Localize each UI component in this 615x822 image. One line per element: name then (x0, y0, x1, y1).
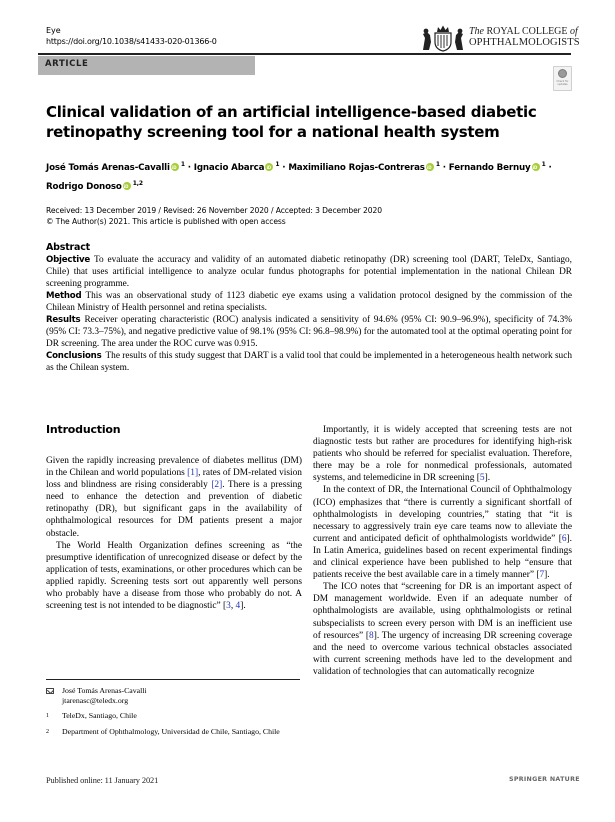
paragraph: In the context of DR, the International Council of Ophthalmology (ICO) emphasizes that “there is currently a significant shortfall of ophthalmologists in developing countries,” stating that “it is necessary to aggressively train eye care teams now to alleviate the current and anticipated deficit of ophthalmologists worldwide” [6]. In Latin America, guidelines based on recent experimental findings and clinical experience have been published to help “ensure that patients receive the best available care in a timely manner” [7]. (313, 485, 572, 581)
abstract-heading: Abstract (46, 242, 91, 253)
abstract-conclusions: Conclusions The results of this study suggest that DART is a valid tool that could be implemented in a heterogeneous health network such as the Chilean system. (46, 351, 572, 373)
orcid-icon[interactable] (265, 163, 273, 171)
logo-line-1: The ROYAL COLLEGE of (469, 26, 578, 37)
abstract-method: Method This was an observational study of 1123 diabetic eye exams using a validation protocol designed by the commission of the Chilean Ministry of Health personnel and retina specialists. (46, 291, 572, 313)
reference-link[interactable]: 5 (479, 473, 485, 484)
doi-link[interactable]: https://doi.org/10.1038/s41433-020-01366-0 (46, 37, 217, 46)
logo-line-2: OPHTHALMOLOGISTS (469, 37, 580, 48)
reference-link[interactable]: 8 (369, 630, 374, 641)
royal-college-crest-icon (421, 24, 465, 52)
affiliation-1: 1 TeleDx, Santiago, Chile (46, 711, 137, 721)
paragraph: The World Health Organization defines screening as “the presumptive identification of unrecognized disease or defect by the application of tests, examinations, or other procedures which can be applied rapidly. Screening tests sort out apparently well persons who probably have a disease from those who probably do not. A screening test is not intended to be diagnostic” [3, 4]. (46, 540, 302, 612)
footnote-rule (46, 679, 300, 680)
footnotes (46, 686, 302, 742)
orcid-icon[interactable] (123, 182, 131, 190)
copyright-notice: © The Author(s) 2021. This article is published with open access (46, 217, 286, 226)
abstract-objective: Objective To evaluate the accuracy and validity of an automated diabetic retinopathy (DR) screening tool (DART, TeleDx, Santiago, Chile) that uses artificial intelligence to analyze ocular fundus photographs for potential implementation in the national Chilean DR screening programme. (46, 255, 572, 289)
body-column-right (313, 424, 572, 678)
author[interactable]: Maximiliano Rojas-Contreras iD $^1$ (288, 163, 440, 173)
paragraph: Importantly, it is widely accepted that screening tests are not diagnostic tests but rather are procedures for identifying high-risk patients who should be referred for specialist evaluation. Therefore, there may be a role for nonmedical professionals, automated systems, and telemedicine in DR screening [5]. (313, 425, 572, 484)
affiliation-2: 2 Department of Ophthalmology, Universidad de Chile, Santiago, Chile (46, 726, 280, 736)
paragraph: Given the rapidly increasing prevalence of diabetes mellitus (DM) in the Chilean and world populations [1], rates of DM-related vision loss and blindness are rising considerably [2]. There is a pressing need to enhance the detection and prevention of diabetic retinopathy (DR), but significant gaps in the availability of ophthalmological resources for DM patients present a major obstacle. (46, 456, 302, 539)
reference-link[interactable]: 3 (226, 601, 231, 612)
correspondence-name: José Tomás Arenas-Cavalli (62, 686, 147, 695)
reference-link[interactable]: [2] (211, 480, 223, 491)
published-online-date: Published online: 11 January 2021 (46, 776, 159, 785)
check-for-updates-icon (558, 69, 567, 78)
article-type-label: ARTICLE (45, 59, 89, 69)
reference-link[interactable]: 4 (235, 601, 241, 612)
paragraph: The ICO notes that “screening for DR is an important aspect of DM management worldwide. Even if an adequate number of ophthalmologists are available, using ophthalmologists or retinal subspecialists to screen every person with DM is an inefficient use of resources” [8]. The urgency of increasing DR screening coverage and the need to overcome various technical obstacles associated with current screening methods have led to the development and validation of technologies that can automatically recognize (313, 582, 572, 677)
author[interactable]: Rodrigo Donoso iD $^{1,2}$ (46, 182, 143, 192)
header-rule (38, 53, 571, 55)
correspondence-email[interactable]: jtarenasc@teledx.org (62, 696, 129, 706)
author[interactable]: Fernando Bernuy iD $^1$ (449, 163, 546, 173)
orcid-icon[interactable] (532, 163, 540, 171)
envelope-icon (46, 688, 54, 694)
article-dates: Received: 13 December 2019 / Revised: 26 November 2020 / Accepted: 3 December 2020 (46, 206, 382, 215)
reference-link[interactable]: 7 (539, 570, 545, 581)
publisher-logo[interactable] (421, 24, 581, 52)
check-for-updates-label: Check for updates (556, 80, 569, 86)
author[interactable]: José Tomás Arenas-Cavalli iD $^1$ (46, 163, 185, 173)
springer-nature-logo: SPRINGER NATURE (509, 776, 580, 783)
abstract-results: Results Receiver operating characteristic (ROC) analysis indicated a sensitivity of 94.6% (95% CI: 90.9–96.9%), specificity of 74.3% (95% CI: 73.3–75%), and negative predictive value of 98.1% (95% CI: 96.8–98.9%) for the automated tool at the optimal operating point for DR screening. The area under the ROC curve was 0.915. (46, 315, 572, 349)
article-type-band (38, 56, 255, 75)
article-title: Clinical validation of an artificial intelligence-based diabetic retinopathy screening tool for a national health system (46, 103, 537, 141)
check-for-updates-button[interactable] (553, 66, 572, 91)
orcid-icon[interactable] (171, 163, 179, 171)
body-column-left (46, 455, 302, 612)
journal-name: Eye (46, 26, 61, 35)
reference-link[interactable]: [1] (187, 468, 199, 479)
orcid-icon[interactable] (426, 163, 434, 171)
author-list: José Tomás Arenas-Cavalli iD $^1$ · Ignacio Abarca iD $^1$ · Maximiliano Rojas-Contreras iD $^1$ · Fernando Bernuy iD $^1$ · Rodrigo Donoso iD $^{1,2}$ (46, 157, 576, 195)
author[interactable]: Ignacio Abarca iD $^1$ (194, 163, 280, 173)
abstract-body (46, 254, 572, 374)
correspondence-note (46, 686, 302, 706)
reference-link[interactable]: 6 (561, 533, 567, 544)
introduction-heading: Introduction (46, 423, 121, 436)
